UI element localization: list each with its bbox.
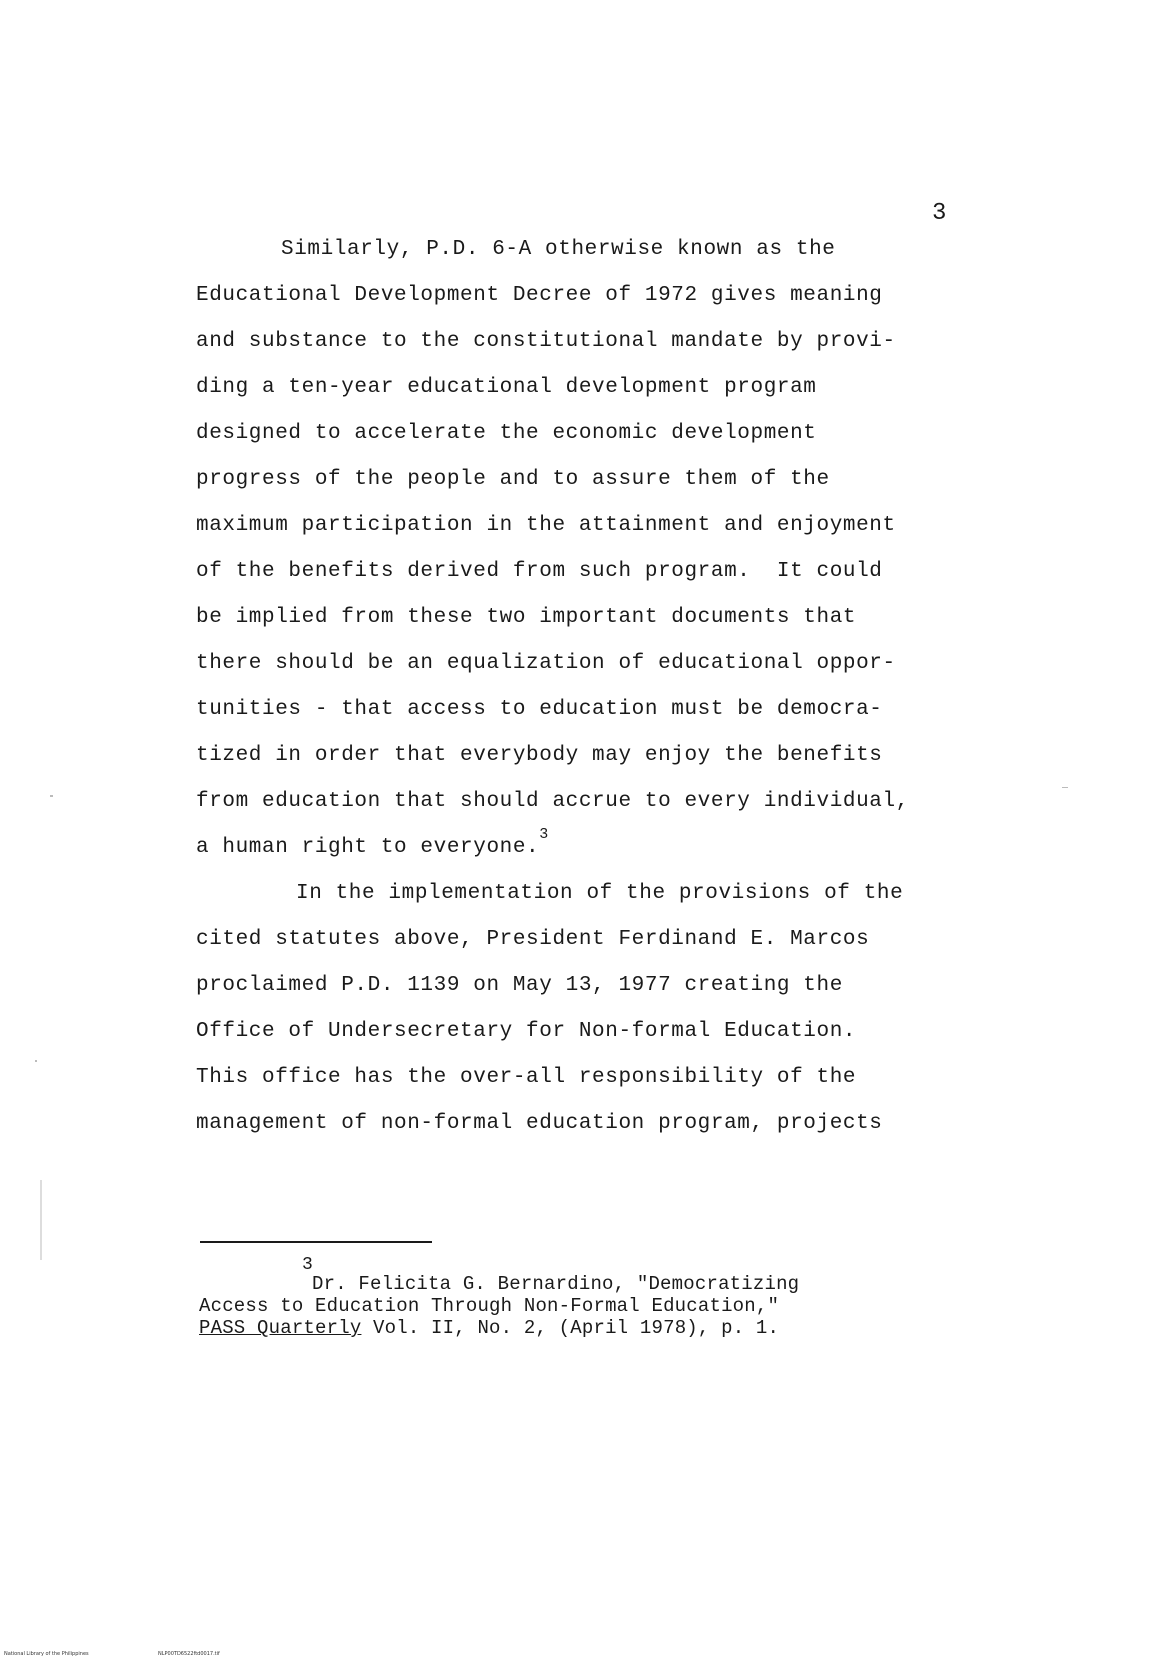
body-line-14 bbox=[196, 826, 549, 862]
body-line-2: Educational Development Decree of 1972 gives meaning bbox=[196, 284, 883, 307]
scan-mark bbox=[35, 1060, 37, 1062]
body-line-14-text: a human right to everyone. bbox=[196, 836, 540, 859]
body-line-20: management of non-formal education program, projects bbox=[196, 1112, 883, 1135]
body-line-15: In the implementation of the provisions of the bbox=[296, 882, 904, 905]
body-line-6: progress of the people and to assure them of the bbox=[196, 468, 830, 491]
footnote-marker: 3 bbox=[302, 1255, 313, 1275]
scan-mark bbox=[1062, 787, 1068, 788]
scan-mark bbox=[50, 795, 53, 797]
scan-caption-left: National Library of the Philippines bbox=[4, 1651, 89, 1657]
footnote-rule bbox=[200, 1241, 432, 1243]
body-line-18: Office of Undersecretary for Non-formal Education. bbox=[196, 1020, 857, 1043]
footnote-citation: Vol. II, No. 2, (April 1978), p. 1. bbox=[361, 1317, 780, 1339]
page-number: 3 bbox=[932, 200, 947, 227]
body-line-9: be implied from these two important documents that bbox=[196, 606, 857, 629]
body-line-5: designed to accelerate the economic development bbox=[196, 422, 817, 445]
footnote-reference: 3 bbox=[539, 826, 549, 843]
journal-title: PASS Quarterly bbox=[199, 1317, 362, 1339]
body-line-12: tized in order that everybody may enjoy the benefits bbox=[196, 744, 883, 767]
body-line-4: ding a ten-year educational development program bbox=[196, 376, 817, 399]
body-line-13: from education that should accrue to every individual, bbox=[196, 790, 909, 813]
body-line-11: tunities - that access to education must be democra- bbox=[196, 698, 883, 721]
scan-caption-right: NLP00TD6522ftd0017.tif bbox=[158, 1651, 220, 1657]
body-line-3: and substance to the constitutional mandate by provi- bbox=[196, 330, 896, 353]
body-line-7: maximum participation in the attainment and enjoyment bbox=[196, 514, 896, 537]
footnote-line-3 bbox=[199, 1317, 779, 1339]
footnote-line-2: Access to Education Through Non-Formal Education," bbox=[199, 1295, 780, 1317]
scan-mark bbox=[40, 1180, 42, 1260]
body-line-10: there should be an equalization of educational oppor- bbox=[196, 652, 896, 675]
body-line-16: cited statutes above, President Ferdinand E. Marcos bbox=[196, 928, 870, 951]
footnote-line-1: Dr. Felicita G. Bernardino, "Democratizing bbox=[312, 1273, 800, 1295]
body-line-17: proclaimed P.D. 1139 on May 13, 1977 creating the bbox=[196, 974, 843, 997]
body-line-8: of the benefits derived from such program. It could bbox=[196, 560, 883, 583]
body-line-1: Similarly, P.D. 6-A otherwise known as the bbox=[281, 238, 836, 261]
body-line-19: This office has the over-all responsibility of the bbox=[196, 1066, 857, 1089]
